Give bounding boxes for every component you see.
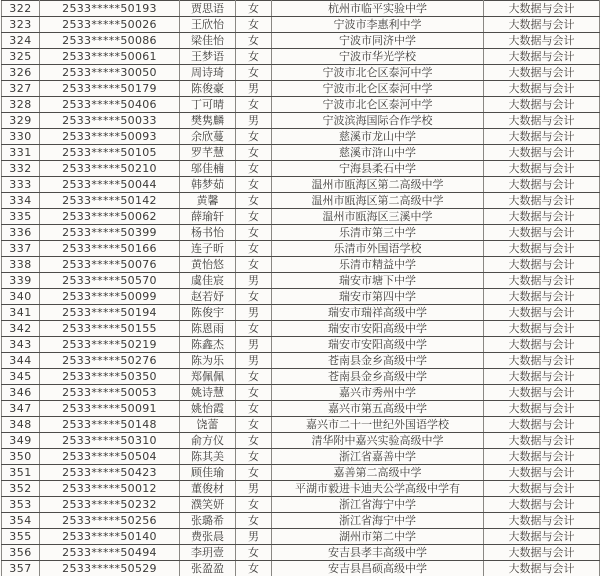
cell-major: 大数据与会计 <box>484 353 600 369</box>
cell-student-name: 韩梦茹 <box>180 177 236 193</box>
cell-major: 大数据与会计 <box>484 369 600 385</box>
cell-school: 清华附中嘉兴实验高级中学 <box>272 433 484 449</box>
table-row <box>2 417 600 433</box>
cell-exam-id: 2533*****50076 <box>40 257 180 273</box>
cell-sequence-number: 330 <box>2 129 40 145</box>
cell-gender: 女 <box>236 241 272 257</box>
cell-gender: 女 <box>236 17 272 33</box>
table-row <box>2 385 600 401</box>
cell-exam-id: 2533*****50062 <box>40 209 180 225</box>
table-row <box>2 545 600 561</box>
cell-major: 大数据与会计 <box>484 209 600 225</box>
cell-major: 大数据与会计 <box>484 17 600 33</box>
cell-major: 大数据与会计 <box>484 385 600 401</box>
cell-gender: 女 <box>236 193 272 209</box>
table-row <box>2 481 600 497</box>
cell-school: 浙江省海宁中学 <box>272 513 484 529</box>
cell-gender: 女 <box>236 385 272 401</box>
cell-sequence-number: 354 <box>2 513 40 529</box>
cell-sequence-number: 340 <box>2 289 40 305</box>
cell-sequence-number: 355 <box>2 529 40 545</box>
cell-gender: 女 <box>236 561 272 576</box>
cell-student-name: 丁可晴 <box>180 97 236 113</box>
cell-gender: 女 <box>236 97 272 113</box>
table-row <box>2 193 600 209</box>
cell-school: 嘉善第二高级中学 <box>272 465 484 481</box>
cell-major: 大数据与会计 <box>484 161 600 177</box>
cell-student-name: 周诗琦 <box>180 65 236 81</box>
cell-gender: 女 <box>236 129 272 145</box>
cell-gender: 女 <box>236 289 272 305</box>
table-row <box>2 17 600 33</box>
cell-major: 大数据与会计 <box>484 81 600 97</box>
cell-exam-id: 2533*****50570 <box>40 273 180 289</box>
cell-gender: 男 <box>236 353 272 369</box>
cell-student-name: 樊隽麟 <box>180 113 236 129</box>
table-row <box>2 449 600 465</box>
cell-student-name: 陈恩雨 <box>180 321 236 337</box>
cell-exam-id: 2533*****50406 <box>40 97 180 113</box>
cell-school: 安吉县昌硕高级中学 <box>272 561 484 576</box>
cell-exam-id: 2533*****30050 <box>40 65 180 81</box>
cell-sequence-number: 327 <box>2 81 40 97</box>
cell-gender: 女 <box>236 1 272 17</box>
cell-sequence-number: 341 <box>2 305 40 321</box>
cell-exam-id: 2533*****50061 <box>40 49 180 65</box>
cell-student-name: 黄怡悠 <box>180 257 236 273</box>
table-row <box>2 273 600 289</box>
cell-major: 大数据与会计 <box>484 241 600 257</box>
cell-exam-id: 2533*****50193 <box>40 1 180 17</box>
cell-school: 温州市瓯海区第二高级中学 <box>272 177 484 193</box>
cell-exam-id: 2533*****50504 <box>40 449 180 465</box>
cell-gender: 女 <box>236 225 272 241</box>
cell-gender: 男 <box>236 273 272 289</box>
cell-major: 大数据与会计 <box>484 257 600 273</box>
cell-student-name: 余欣蔓 <box>180 129 236 145</box>
cell-gender: 男 <box>236 305 272 321</box>
cell-exam-id: 2533*****50148 <box>40 417 180 433</box>
cell-student-name: 陈为乐 <box>180 353 236 369</box>
table-row <box>2 433 600 449</box>
table-row <box>2 129 600 145</box>
table-row <box>2 289 600 305</box>
cell-sequence-number: 333 <box>2 177 40 193</box>
cell-student-name: 薛瑜轩 <box>180 209 236 225</box>
cell-gender: 男 <box>236 529 272 545</box>
cell-school: 宁海县柔石中学 <box>272 161 484 177</box>
cell-exam-id: 2533*****50179 <box>40 81 180 97</box>
cell-major: 大数据与会计 <box>484 113 600 129</box>
cell-major: 大数据与会计 <box>484 401 600 417</box>
student-rows <box>2 1 600 576</box>
cell-sequence-number: 351 <box>2 465 40 481</box>
cell-sequence-number: 343 <box>2 337 40 353</box>
cell-school: 宁波市北仑区泰河中学 <box>272 65 484 81</box>
cell-school: 浙江省嘉善中学 <box>272 449 484 465</box>
cell-major: 大数据与会计 <box>484 481 600 497</box>
cell-major: 大数据与会计 <box>484 1 600 17</box>
table-row <box>2 241 600 257</box>
cell-exam-id: 2533*****50194 <box>40 305 180 321</box>
cell-exam-id: 2533*****50350 <box>40 369 180 385</box>
cell-school: 乐清市精益中学 <box>272 257 484 273</box>
cell-major: 大数据与会计 <box>484 305 600 321</box>
cell-exam-id: 2533*****50166 <box>40 241 180 257</box>
cell-school: 湖州市第二中学 <box>272 529 484 545</box>
cell-major: 大数据与会计 <box>484 193 600 209</box>
cell-gender: 女 <box>236 321 272 337</box>
cell-sequence-number: 322 <box>2 1 40 17</box>
cell-sequence-number: 350 <box>2 449 40 465</box>
cell-school: 乐清市外国语学校 <box>272 241 484 257</box>
cell-gender: 女 <box>236 465 272 481</box>
cell-exam-id: 2533*****50142 <box>40 193 180 209</box>
cell-gender: 女 <box>236 401 272 417</box>
cell-school: 宁波市北仑区泰河中学 <box>272 81 484 97</box>
cell-student-name: 费张晨 <box>180 529 236 545</box>
cell-major: 大数据与会计 <box>484 561 600 576</box>
cell-gender: 男 <box>236 81 272 97</box>
cell-major: 大数据与会计 <box>484 145 600 161</box>
cell-sequence-number: 353 <box>2 497 40 513</box>
table-row <box>2 81 600 97</box>
table-row <box>2 561 600 576</box>
cell-major: 大数据与会计 <box>484 321 600 337</box>
cell-student-name: 黄馨 <box>180 193 236 209</box>
table-row <box>2 369 600 385</box>
cell-major: 大数据与会计 <box>484 65 600 81</box>
cell-major: 大数据与会计 <box>484 433 600 449</box>
cell-major: 大数据与会计 <box>484 289 600 305</box>
cell-sequence-number: 345 <box>2 369 40 385</box>
cell-school: 宁波市华光学校 <box>272 49 484 65</box>
cell-sequence-number: 329 <box>2 113 40 129</box>
cell-major: 大数据与会计 <box>484 337 600 353</box>
cell-school: 杭州市临平实验中学 <box>272 1 484 17</box>
table-row <box>2 49 600 65</box>
cell-student-name: 李玥壹 <box>180 545 236 561</box>
cell-student-name: 邬佳楠 <box>180 161 236 177</box>
cell-exam-id: 2533*****50053 <box>40 385 180 401</box>
cell-school: 慈溪市浒山中学 <box>272 145 484 161</box>
cell-student-name: 王欣怡 <box>180 17 236 33</box>
cell-major: 大数据与会计 <box>484 545 600 561</box>
cell-major: 大数据与会计 <box>484 449 600 465</box>
table-row <box>2 257 600 273</box>
cell-major: 大数据与会计 <box>484 465 600 481</box>
cell-school: 瑞安市安阳高级中学 <box>272 321 484 337</box>
cell-gender: 女 <box>236 65 272 81</box>
cell-gender: 女 <box>236 417 272 433</box>
cell-exam-id: 2533*****50155 <box>40 321 180 337</box>
cell-gender: 女 <box>236 369 272 385</box>
cell-school: 瑞安市塘下中学 <box>272 273 484 289</box>
cell-major: 大数据与会计 <box>484 497 600 513</box>
cell-exam-id: 2533*****50044 <box>40 177 180 193</box>
cell-major: 大数据与会计 <box>484 225 600 241</box>
cell-exam-id: 2533*****50276 <box>40 353 180 369</box>
cell-sequence-number: 346 <box>2 385 40 401</box>
cell-student-name: 罗芊慧 <box>180 145 236 161</box>
cell-major: 大数据与会计 <box>484 49 600 65</box>
cell-sequence-number: 328 <box>2 97 40 113</box>
cell-gender: 女 <box>236 433 272 449</box>
cell-student-name: 饶蕾 <box>180 417 236 433</box>
cell-major: 大数据与会计 <box>484 129 600 145</box>
cell-exam-id: 2533*****50256 <box>40 513 180 529</box>
cell-major: 大数据与会计 <box>484 177 600 193</box>
cell-school: 温州市瓯海区第二高级中学 <box>272 193 484 209</box>
student-list <box>1 0 600 576</box>
cell-student-name: 陈其美 <box>180 449 236 465</box>
cell-gender: 女 <box>236 161 272 177</box>
cell-sequence-number: 339 <box>2 273 40 289</box>
cell-exam-id: 2533*****50210 <box>40 161 180 177</box>
cell-sequence-number: 336 <box>2 225 40 241</box>
cell-sequence-number: 331 <box>2 145 40 161</box>
cell-exam-id: 2533*****50494 <box>40 545 180 561</box>
cell-exam-id: 2533*****50033 <box>40 113 180 129</box>
cell-exam-id: 2533*****50232 <box>40 497 180 513</box>
cell-sequence-number: 335 <box>2 209 40 225</box>
table-row <box>2 305 600 321</box>
table-row <box>2 113 600 129</box>
cell-exam-id: 2533*****50086 <box>40 33 180 49</box>
table-row <box>2 209 600 225</box>
cell-gender: 男 <box>236 113 272 129</box>
cell-exam-id: 2533*****50140 <box>40 529 180 545</box>
cell-exam-id: 2533*****50091 <box>40 401 180 417</box>
cell-exam-id: 2533*****50093 <box>40 129 180 145</box>
cell-school: 慈溪市龙山中学 <box>272 129 484 145</box>
cell-student-name: 杨书怡 <box>180 225 236 241</box>
cell-exam-id: 2533*****50399 <box>40 225 180 241</box>
cell-student-name: 顾佳瑜 <box>180 465 236 481</box>
cell-school: 嘉兴市二十一世纪外国语学校 <box>272 417 484 433</box>
cell-school: 温州市瓯海区三溪中学 <box>272 209 484 225</box>
cell-major: 大数据与会计 <box>484 33 600 49</box>
cell-sequence-number: 332 <box>2 161 40 177</box>
cell-sequence-number: 356 <box>2 545 40 561</box>
cell-sequence-number: 349 <box>2 433 40 449</box>
table-row <box>2 497 600 513</box>
cell-gender: 女 <box>236 209 272 225</box>
cell-school: 宁波市同济中学 <box>272 33 484 49</box>
cell-gender: 女 <box>236 145 272 161</box>
table-row <box>2 401 600 417</box>
table-row <box>2 97 600 113</box>
cell-gender: 男 <box>236 481 272 497</box>
cell-sequence-number: 342 <box>2 321 40 337</box>
table-row <box>2 161 600 177</box>
cell-student-name: 陈俊豪 <box>180 81 236 97</box>
table-row <box>2 177 600 193</box>
cell-school: 嘉兴市第五高级中学 <box>272 401 484 417</box>
cell-school: 苍南县金乡高级中学 <box>272 353 484 369</box>
cell-gender: 女 <box>236 49 272 65</box>
cell-gender: 女 <box>236 545 272 561</box>
cell-student-name: 张盈盈 <box>180 561 236 576</box>
cell-sequence-number: 338 <box>2 257 40 273</box>
cell-gender: 女 <box>236 177 272 193</box>
cell-student-name: 张璐希 <box>180 513 236 529</box>
cell-exam-id: 2533*****50529 <box>40 561 180 576</box>
cell-school: 宁波市李惠利中学 <box>272 17 484 33</box>
cell-sequence-number: 337 <box>2 241 40 257</box>
cell-school: 苍南县金乡高级中学 <box>272 369 484 385</box>
cell-school: 安吉县孝丰高级中学 <box>272 545 484 561</box>
cell-school: 瑞安市第四中学 <box>272 289 484 305</box>
cell-major: 大数据与会计 <box>484 513 600 529</box>
cell-sequence-number: 323 <box>2 17 40 33</box>
table-row <box>2 353 600 369</box>
table-row <box>2 529 600 545</box>
cell-gender: 女 <box>236 497 272 513</box>
cell-sequence-number: 344 <box>2 353 40 369</box>
cell-student-name: 赵若妤 <box>180 289 236 305</box>
cell-student-name: 濮笑妍 <box>180 497 236 513</box>
cell-sequence-number: 347 <box>2 401 40 417</box>
cell-gender: 女 <box>236 449 272 465</box>
cell-school: 宁波市北仑区泰河中学 <box>272 97 484 113</box>
cell-student-name: 陈鑫杰 <box>180 337 236 353</box>
cell-exam-id: 2533*****50105 <box>40 145 180 161</box>
cell-sequence-number: 326 <box>2 65 40 81</box>
cell-gender: 男 <box>236 337 272 353</box>
cell-school: 乐清市第三中学 <box>272 225 484 241</box>
cell-exam-id: 2533*****50423 <box>40 465 180 481</box>
table-row <box>2 33 600 49</box>
table-row <box>2 225 600 241</box>
cell-student-name: 王梦语 <box>180 49 236 65</box>
cell-student-name: 梁佳怡 <box>180 33 236 49</box>
cell-exam-id: 2533*****50012 <box>40 481 180 497</box>
cell-school: 瑞安市瑞祥高级中学 <box>272 305 484 321</box>
table-row <box>2 513 600 529</box>
cell-exam-id: 2533*****50310 <box>40 433 180 449</box>
cell-major: 大数据与会计 <box>484 417 600 433</box>
cell-exam-id: 2533*****50099 <box>40 289 180 305</box>
cell-student-name: 郑佩佩 <box>180 369 236 385</box>
table-row <box>2 465 600 481</box>
cell-student-name: 连子昕 <box>180 241 236 257</box>
cell-sequence-number: 325 <box>2 49 40 65</box>
cell-school: 嘉兴市秀州中学 <box>272 385 484 401</box>
cell-gender: 女 <box>236 257 272 273</box>
table-row <box>2 1 600 17</box>
cell-student-name: 姚怡霞 <box>180 401 236 417</box>
cell-sequence-number: 357 <box>2 561 40 576</box>
cell-gender: 女 <box>236 513 272 529</box>
cell-student-name: 董俊材 <box>180 481 236 497</box>
cell-school: 浙江省海宁中学 <box>272 497 484 513</box>
cell-major: 大数据与会计 <box>484 529 600 545</box>
cell-student-name: 陈俊宇 <box>180 305 236 321</box>
cell-school: 瑞安市安阳高级中学 <box>272 337 484 353</box>
table-row <box>2 65 600 81</box>
cell-student-name: 姚诗慧 <box>180 385 236 401</box>
cell-major: 大数据与会计 <box>484 97 600 113</box>
cell-school: 宁波滨海国际合作学校 <box>272 113 484 129</box>
cell-exam-id: 2533*****50219 <box>40 337 180 353</box>
cell-student-name: 俞方仪 <box>180 433 236 449</box>
table-row <box>2 321 600 337</box>
cell-student-name: 贾思语 <box>180 1 236 17</box>
cell-sequence-number: 352 <box>2 481 40 497</box>
cell-sequence-number: 334 <box>2 193 40 209</box>
table-row <box>2 145 600 161</box>
cell-exam-id: 2533*****50026 <box>40 17 180 33</box>
cell-student-name: 虞佳宸 <box>180 273 236 289</box>
cell-school: 平湖市毅进卡迪夫公学高级中学有 <box>272 481 484 497</box>
cell-gender: 女 <box>236 33 272 49</box>
table-row <box>2 337 600 353</box>
cell-major: 大数据与会计 <box>484 273 600 289</box>
cell-sequence-number: 324 <box>2 33 40 49</box>
cell-sequence-number: 348 <box>2 417 40 433</box>
